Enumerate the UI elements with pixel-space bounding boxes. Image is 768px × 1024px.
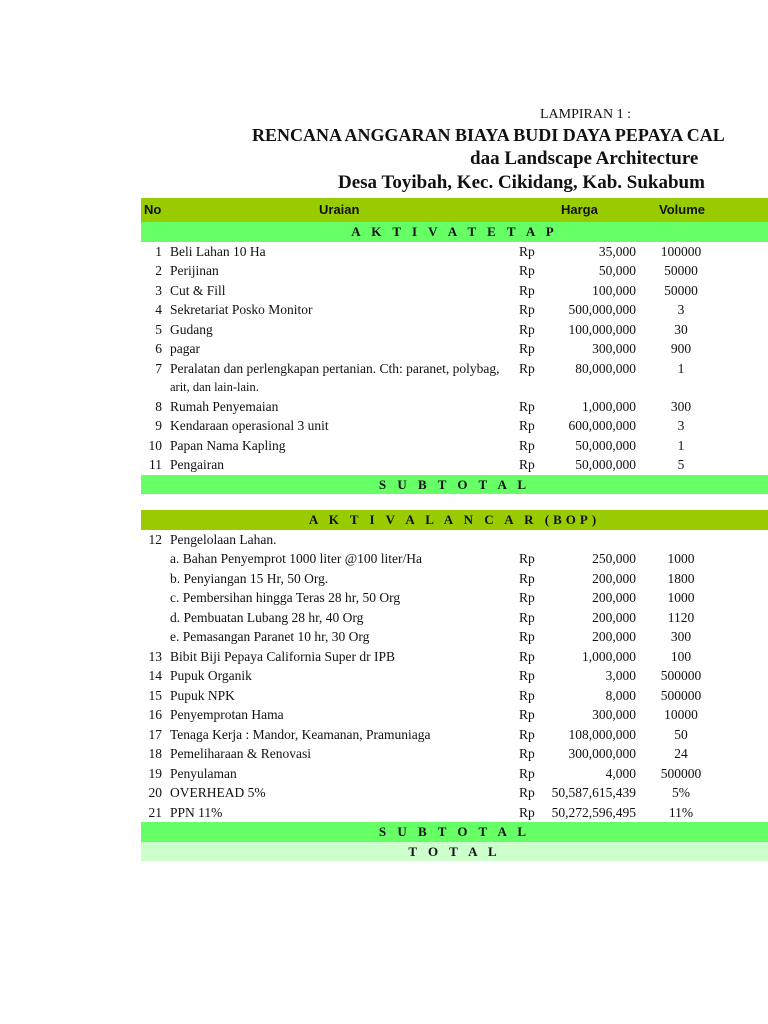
table-row <box>141 549 768 569</box>
table-row <box>141 530 768 550</box>
row-number: 21 <box>148 804 162 820</box>
row-uraian: d. Pembuatan Lubang 28 hr, 40 Org <box>170 609 364 625</box>
row-currency: Rp <box>519 590 535 605</box>
row-volume: 1 <box>677 360 685 376</box>
row-volume: 3 <box>677 302 685 317</box>
row-uraian: Rumah Penyemaian <box>170 398 279 414</box>
row-number: 6 <box>155 341 162 356</box>
row-number: 15 <box>148 687 162 703</box>
row-currency: Rp <box>519 726 535 742</box>
row-volume: 1120 <box>667 609 695 625</box>
row-number: 16 <box>148 707 162 722</box>
row-uraian: Tenaga Kerja : Mandor, Keamanan, Pramuniaga <box>170 726 431 742</box>
document-location: Desa Toyibah, Kec. Cikidang, Kab. Sukabum <box>338 172 705 193</box>
section-aktiva-lancar: A K T I V A L A N C A R (BOP) <box>141 510 768 530</box>
row-volume: 50000 <box>664 263 698 278</box>
subtotal-aktiva-lancar: S U B T O T A L <box>141 822 768 842</box>
table-row <box>141 588 768 608</box>
row-uraian: Pupuk NPK <box>170 687 235 703</box>
lampiran-label: LAMPIRAN 1 : <box>540 107 632 122</box>
document-title: RENCANA ANGGARAN BIAYA BUDI DAYA PEPAYA CAL <box>252 125 725 145</box>
row-harga: 500,000,000 <box>568 302 636 317</box>
row-uraian: Perijinan <box>170 263 219 278</box>
row-volume: 10000 <box>664 707 698 722</box>
row-harga: 1,000,000 <box>582 648 636 664</box>
row-uraian-continued: arit, dan lain-lain. <box>170 379 259 394</box>
table-row <box>141 359 768 397</box>
row-number: 7 <box>155 360 162 376</box>
row-number: 9 <box>155 418 162 433</box>
column-header-harga: Harga <box>561 202 598 217</box>
row-currency: Rp <box>519 707 535 722</box>
row-currency: Rp <box>519 609 535 625</box>
table-row <box>141 242 768 262</box>
row-harga: 50,272,596,495 <box>551 804 636 820</box>
budget-table <box>141 198 768 861</box>
column-header-volume: Volume <box>659 202 705 217</box>
aktiva-tetap-rows <box>141 242 768 475</box>
row-volume: 3 <box>677 418 685 433</box>
row-currency: Rp <box>519 551 535 566</box>
row-number: 18 <box>148 746 162 761</box>
row-harga: 300,000 <box>592 341 636 356</box>
column-header-row <box>141 198 768 222</box>
row-number: 2 <box>155 263 162 278</box>
row-volume: 300 <box>670 629 692 644</box>
row-harga: 300,000 <box>592 707 636 722</box>
table-row <box>141 725 768 745</box>
row-harga: 600,000,000 <box>568 418 636 433</box>
row-harga: 3,000 <box>605 668 636 683</box>
row-currency: Rp <box>519 282 535 298</box>
grand-total: T O T A L <box>141 842 768 862</box>
row-currency: Rp <box>519 765 535 781</box>
row-currency: Rp <box>519 570 535 586</box>
row-currency: Rp <box>519 668 535 683</box>
row-volume: 5% <box>672 785 690 800</box>
row-harga: 200,000 <box>592 590 636 605</box>
row-volume: 500000 <box>660 687 702 703</box>
section-aktiva-tetap: A K T I V A T E T A P <box>141 222 768 242</box>
row-volume: 1800 <box>667 570 695 586</box>
row-uraian: c. Pembersihan hingga Teras 28 hr, 50 Org <box>170 590 401 605</box>
row-volume: 11% <box>668 804 694 820</box>
row-volume: 1000 <box>667 551 695 566</box>
table-row <box>141 647 768 667</box>
row-uraian: Beli Lahan 10 Ha <box>170 243 266 259</box>
table-row <box>141 783 768 803</box>
row-uraian: Penyemprotan Hama <box>170 707 284 722</box>
column-header-no: No <box>144 202 162 217</box>
row-volume: 50 <box>674 726 688 742</box>
row-currency: Rp <box>519 629 535 644</box>
row-harga: 4,000 <box>605 765 636 781</box>
row-number: 19 <box>148 765 162 781</box>
pengelolaan-sub-rows <box>141 549 768 647</box>
row-uraian: Pengelolaan Lahan. <box>170 531 277 547</box>
row-volume: 500000 <box>660 668 702 683</box>
row-uraian: Peralatan dan perlengkapan pertanian. Cth: paranet, polybag, <box>170 360 500 376</box>
row-currency: Rp <box>519 804 535 820</box>
table-row <box>141 686 768 706</box>
row-uraian: Pemeliharaan & Renovasi <box>170 746 311 761</box>
table-row <box>141 300 768 320</box>
table-row <box>141 261 768 281</box>
row-uraian: Sekretariat Posko Monitor <box>170 302 313 317</box>
row-currency: Rp <box>519 302 535 317</box>
row-uraian: Pupuk Organik <box>170 668 252 683</box>
row-harga: 50,000 <box>598 263 636 278</box>
table-row <box>141 627 768 647</box>
row-currency: Rp <box>519 263 535 278</box>
row-harga: 8,000 <box>605 687 636 703</box>
row-volume: 30 <box>674 321 688 337</box>
row-currency: Rp <box>519 243 535 259</box>
row-harga: 1,000,000 <box>582 398 636 414</box>
table-row <box>141 569 768 589</box>
row-uraian: PPN 11% <box>170 804 223 820</box>
row-harga: 108,000,000 <box>568 726 636 742</box>
row-currency: Rp <box>519 341 535 356</box>
row-uraian: b. Penyiangan 15 Hr, 50 Org. <box>170 570 329 586</box>
row-volume: 300 <box>670 398 692 414</box>
row-currency: Rp <box>519 418 535 433</box>
row-uraian: OVERHEAD 5% <box>170 785 266 800</box>
row-harga: 100,000,000 <box>568 321 636 337</box>
row-uraian: Pengairan <box>170 457 224 472</box>
row-harga: 200,000 <box>592 629 636 644</box>
row-currency: Rp <box>519 687 535 703</box>
row-volume: 1000 <box>667 590 695 605</box>
row-volume: 100 <box>670 648 692 664</box>
row-harga: 200,000 <box>592 609 636 625</box>
row-uraian: Gudang <box>170 321 213 337</box>
row-uraian: Kendaraan operasional 3 unit <box>170 418 329 433</box>
row-volume: 24 <box>674 746 688 761</box>
row-number: 10 <box>148 437 162 453</box>
row-volume: 1 <box>677 437 685 453</box>
row-currency: Rp <box>519 321 535 337</box>
row-uraian: Papan Nama Kapling <box>170 437 286 453</box>
table-row <box>141 397 768 417</box>
row-currency: Rp <box>519 785 535 800</box>
row-uraian: pagar <box>170 341 200 356</box>
row-currency: Rp <box>519 746 535 761</box>
row-uraian: e. Pemasangan Paranet 10 hr, 30 Org <box>170 629 370 644</box>
row-number: 20 <box>148 785 162 800</box>
table-row <box>141 705 768 725</box>
row-harga: 250,000 <box>592 551 636 566</box>
aktiva-lancar-rows <box>141 647 768 823</box>
row-uraian: Bibit Biji Pepaya California Super dr IPB <box>170 648 395 664</box>
row-number: 13 <box>148 648 162 664</box>
table-row <box>141 666 768 686</box>
spacer <box>141 494 768 510</box>
table-row <box>141 455 768 475</box>
row-number: 11 <box>149 457 162 472</box>
row-currency: Rp <box>519 437 535 453</box>
row-currency: Rp <box>519 457 535 472</box>
row-volume: 500000 <box>660 765 702 781</box>
subtotal-aktiva-tetap: S U B T O T A L <box>141 475 768 495</box>
row-harga: 50,587,615,439 <box>551 785 636 800</box>
row-number: 14 <box>148 668 162 683</box>
table-row <box>141 764 768 784</box>
row-harga: 200,000 <box>592 570 636 586</box>
table-row <box>141 416 768 436</box>
row-uraian: a. Bahan Penyemprot 1000 liter @100 liter/Ha <box>170 551 422 566</box>
row-number: 5 <box>155 321 162 337</box>
row-currency: Rp <box>519 398 535 414</box>
table-row <box>141 339 768 359</box>
row-volume: 900 <box>670 341 692 356</box>
row-number: 1 <box>155 243 162 259</box>
row-number: 3 <box>155 282 162 298</box>
row-harga: 50,000,000 <box>575 457 636 472</box>
row-currency: Rp <box>519 360 535 376</box>
row-currency: Rp <box>519 648 535 664</box>
row-harga: 50,000,000 <box>575 437 636 453</box>
row-number: 8 <box>155 398 162 414</box>
row-harga: 300,000,000 <box>568 746 636 761</box>
column-header-uraian: Uraian <box>319 202 360 217</box>
table-row <box>141 744 768 764</box>
row-harga: 100,000 <box>592 282 636 298</box>
row-volume: 50000 <box>664 282 698 298</box>
row-number: 17 <box>148 726 162 742</box>
row-uraian: Cut & Fill <box>170 282 226 298</box>
table-row <box>141 608 768 628</box>
row-harga: 80,000,000 <box>575 360 636 376</box>
row-harga: 35,000 <box>598 243 636 259</box>
table-row <box>141 320 768 340</box>
table-row <box>141 281 768 301</box>
row-number: 4 <box>155 302 162 317</box>
row-number: 12 <box>148 531 162 547</box>
document-subtitle: daa Landscape Architecture <box>470 148 699 169</box>
table-row <box>141 436 768 456</box>
row-volume: 5 <box>677 457 685 472</box>
row-volume: 100000 <box>660 243 702 259</box>
row-uraian: Penyulaman <box>170 765 237 781</box>
table-row <box>141 803 768 823</box>
